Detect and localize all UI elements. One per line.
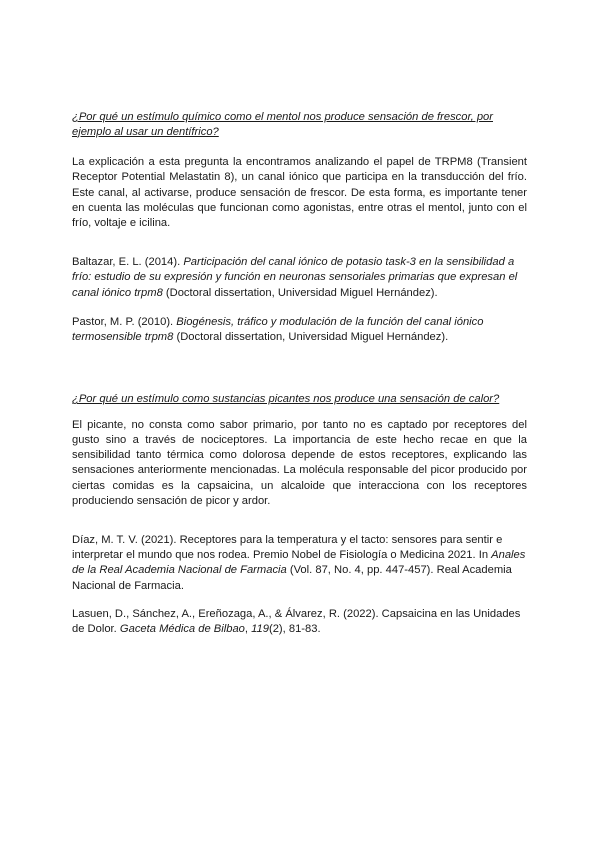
reference-diaz-2021 [72, 533, 527, 594]
question-menthol: ¿Por qué un estímulo químico como el mentol nos produce sensación de frescor, por ejemplo al usar un dentífrico? [72, 111, 493, 138]
reference-authors: Baltazar, E. L. (2014). [72, 256, 184, 269]
paragraph-capsaicin-explanation: El picante, no consta como sabor primario, por tanto no es captado por receptores del gusto sino a través de nociceptores. La importancia de este hecho recae en que la sensibilidad tanto térmica como dolorosa depende de estos receptores, explicando las sensaciones anteriormente mencionadas. La molécula responsable del picor producido por ciertas comidas es la capsaicina, un alcaloide que interacciona con los receptores produciendo sensación de picor y ardor. [72, 418, 527, 507]
paragraph-trpm8-explanation: La explicación a esta pregunta la encontramos analizando el papel de TRPM8 (Transient Receptor Potential Melastatin 8), un canal iónico que participa en la transducción del frío. Este canal, al activarse, produce sensación de frescor. De esta forma, es importante tener en cuenta las moléculas que funcionan como agonistas, entre otras el mentol, junto con el frío, voltaje e icilina. [72, 156, 527, 229]
reference-journal: Gaceta Médica de Bilbao [119, 623, 245, 636]
reference-lasuen-2022 [72, 607, 527, 637]
reference-authors: Pastor, M. P. (2010). [72, 315, 177, 328]
document-content [72, 110, 527, 637]
reference-volume: 119 [251, 623, 269, 636]
reference-authors: Lasuen, D., Sánchez, A., Ereñozaga, A., & Álvarez, R. (2022). Capsaicina en las Unidades de Dolor. [72, 607, 521, 636]
question-spicy: ¿Por qué un estímulo como sustancias picantes nos produce una sensación de calor? [72, 393, 500, 406]
reference-pastor-2010 [72, 315, 527, 345]
reference-authors: Díaz, M. T. V. (2021). Receptores para la temperatura y el tacto: sensores para sentir e interpretar el mundo que nos rodea. Premio Nobel de Fisiología o Medicina 2021. In [72, 534, 503, 562]
reference-title: Participación del canal iónico de potasio task-3 en la sensibilidad a frío: estudio de su expresión y función en neuronas sensoriales primarias que expresan el canal iónico trpm8 [72, 256, 518, 299]
reference-details: (Doctoral dissertation, Universidad Miguel Hernández). [162, 286, 438, 299]
reference-details: (Vol. 87, No. 4, pp. 447-457). Real Academia Nacional de Farmacia. [72, 564, 512, 592]
reference-baltazar-2014 [72, 255, 527, 301]
reference-details: (2), 81-83. [268, 623, 321, 636]
reference-separator: , [244, 623, 252, 636]
reference-details: (Doctoral dissertation, Universidad Miguel Hernández). [173, 331, 449, 344]
reference-journal: Anales de la Real Academia Nacional de Farmacia [72, 549, 526, 577]
reference-title: Biogénesis, tráfico y modulación de la función del canal iónico termosensible trpm8 [72, 315, 484, 344]
